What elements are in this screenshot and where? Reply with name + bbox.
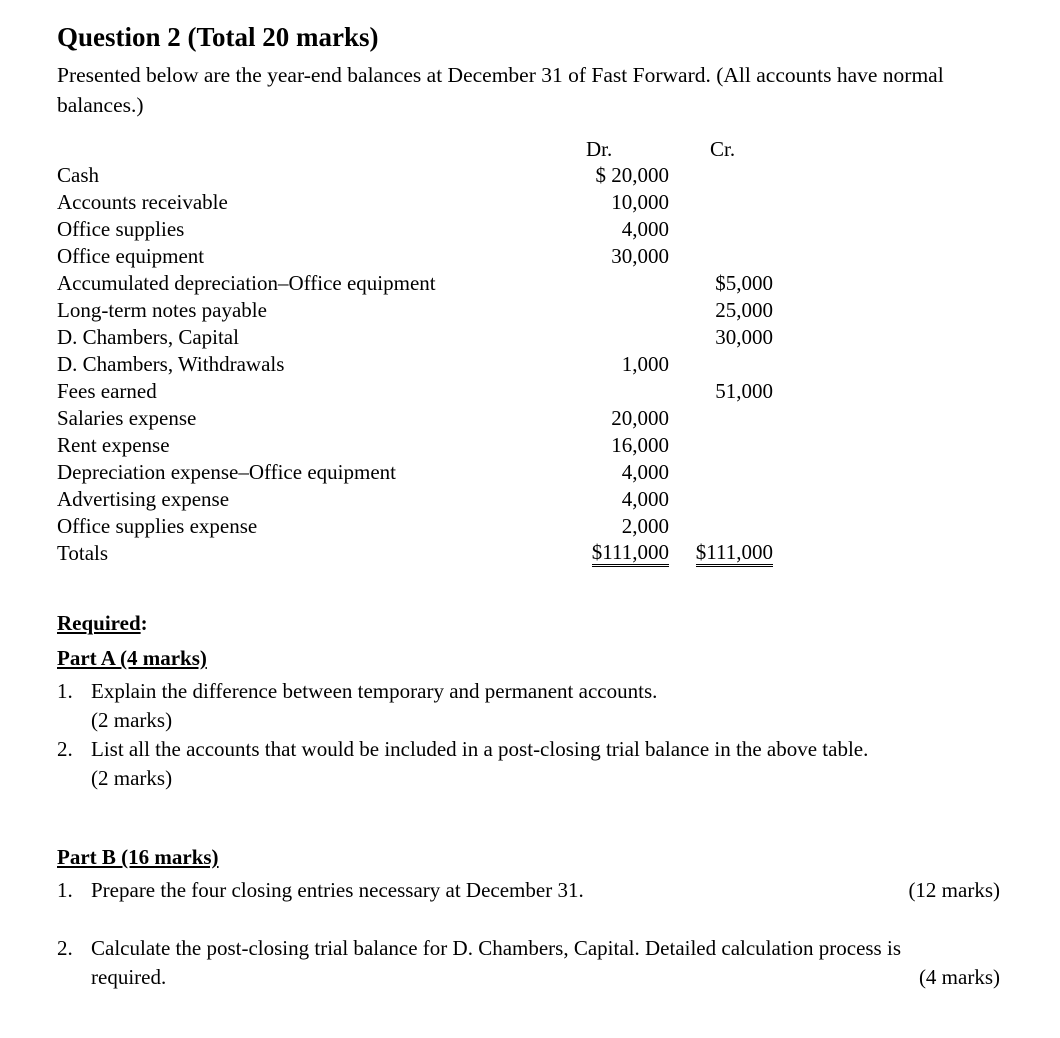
- table-row: [0, 216, 1060, 243]
- account-name: Accounts receivable: [57, 190, 228, 214]
- account-name: Depreciation expense–Office equipment: [57, 460, 396, 484]
- item-marks: (2 marks): [91, 708, 173, 732]
- credit-amount: 51,000: [715, 379, 773, 403]
- part-a-heading: Part A (4 marks): [57, 646, 207, 670]
- table-row: [0, 378, 1060, 405]
- table-row: [0, 351, 1060, 378]
- part-b-item: [0, 876, 1060, 905]
- table-row: [0, 459, 1060, 486]
- account-name: Long-term notes payable: [57, 298, 267, 322]
- part-b-heading: Part B (16 marks): [57, 845, 219, 869]
- table-row: [0, 432, 1060, 459]
- item-marks: (2 marks): [91, 766, 173, 790]
- item-marks: (4 marks): [918, 965, 1000, 989]
- item-marks: (12 marks): [908, 878, 1000, 902]
- intro-paragraph: Presented below are the year-end balances at December 31 of Fast Forward. (All accounts have normal balances.): [57, 63, 944, 117]
- credit-total: $111,000: [696, 540, 773, 567]
- debit-amount: 4,000: [621, 460, 669, 484]
- item-text: Calculate the post-closing trial balance for D. Chambers, Capital. Detailed calculation process is: [91, 936, 901, 960]
- account-name: D. Chambers, Capital: [57, 325, 239, 349]
- part-a-item: [0, 735, 1060, 793]
- debit-amount: 2,000: [621, 514, 669, 538]
- account-name: D. Chambers, Withdrawals: [57, 352, 285, 376]
- item-number: 1.: [57, 878, 73, 902]
- table-row: [0, 243, 1060, 270]
- table-row: [0, 486, 1060, 513]
- part-b-item: [0, 934, 1060, 992]
- account-name: Cash: [57, 163, 99, 187]
- table-row: [0, 189, 1060, 216]
- table-row: [0, 513, 1060, 540]
- debit-amount: 16,000: [611, 433, 669, 457]
- required-label: Required: [57, 611, 141, 635]
- account-name: Salaries expense: [57, 406, 197, 430]
- debit-column-header: Dr.: [586, 137, 613, 161]
- totals-row: [0, 540, 1060, 567]
- table-row: [0, 405, 1060, 432]
- item-text: List all the accounts that would be included in a post-closing trial balance in the above table.: [91, 737, 869, 761]
- question-title: Question 2 (Total 20 marks): [57, 22, 379, 52]
- item-text: Prepare the four closing entries necessary at December 31.: [91, 878, 584, 902]
- debit-amount: 30,000: [611, 244, 669, 268]
- table-row: [0, 297, 1060, 324]
- account-name: Office equipment: [57, 244, 205, 268]
- required-heading: [57, 611, 148, 636]
- totals-label: Totals: [57, 541, 109, 565]
- part-a-item: [0, 677, 1060, 735]
- account-name: Office supplies: [57, 217, 185, 241]
- credit-column-header: Cr.: [710, 137, 736, 161]
- debit-amount: 4,000: [621, 217, 669, 241]
- credit-amount: 30,000: [715, 325, 773, 349]
- account-name: Accumulated depreciation–Office equipment: [57, 271, 436, 295]
- credit-amount: 25,000: [715, 298, 773, 322]
- item-text: Explain the difference between temporary and permanent accounts.: [91, 679, 658, 703]
- account-name: Office supplies expense: [57, 514, 258, 538]
- debit-amount: 1,000: [621, 352, 669, 376]
- debit-amount: 20,000: [611, 406, 669, 430]
- table-row: [0, 324, 1060, 351]
- account-name: Fees earned: [57, 379, 157, 403]
- item-number: 2.: [57, 737, 73, 761]
- account-name: Rent expense: [57, 433, 170, 457]
- account-name: Advertising expense: [57, 487, 230, 511]
- required-colon: :: [140, 611, 148, 635]
- debit-amount: $ 20,000: [595, 163, 669, 187]
- item-number: 1.: [57, 679, 73, 703]
- debit-amount: 4,000: [621, 487, 669, 511]
- item-text-continued: required.: [91, 965, 167, 989]
- debit-amount: 10,000: [611, 190, 669, 214]
- credit-amount: $5,000: [715, 271, 773, 295]
- item-number: 2.: [57, 936, 73, 960]
- debit-total: $111,000: [592, 540, 669, 567]
- table-row: [0, 270, 1060, 297]
- table-row: [0, 162, 1060, 189]
